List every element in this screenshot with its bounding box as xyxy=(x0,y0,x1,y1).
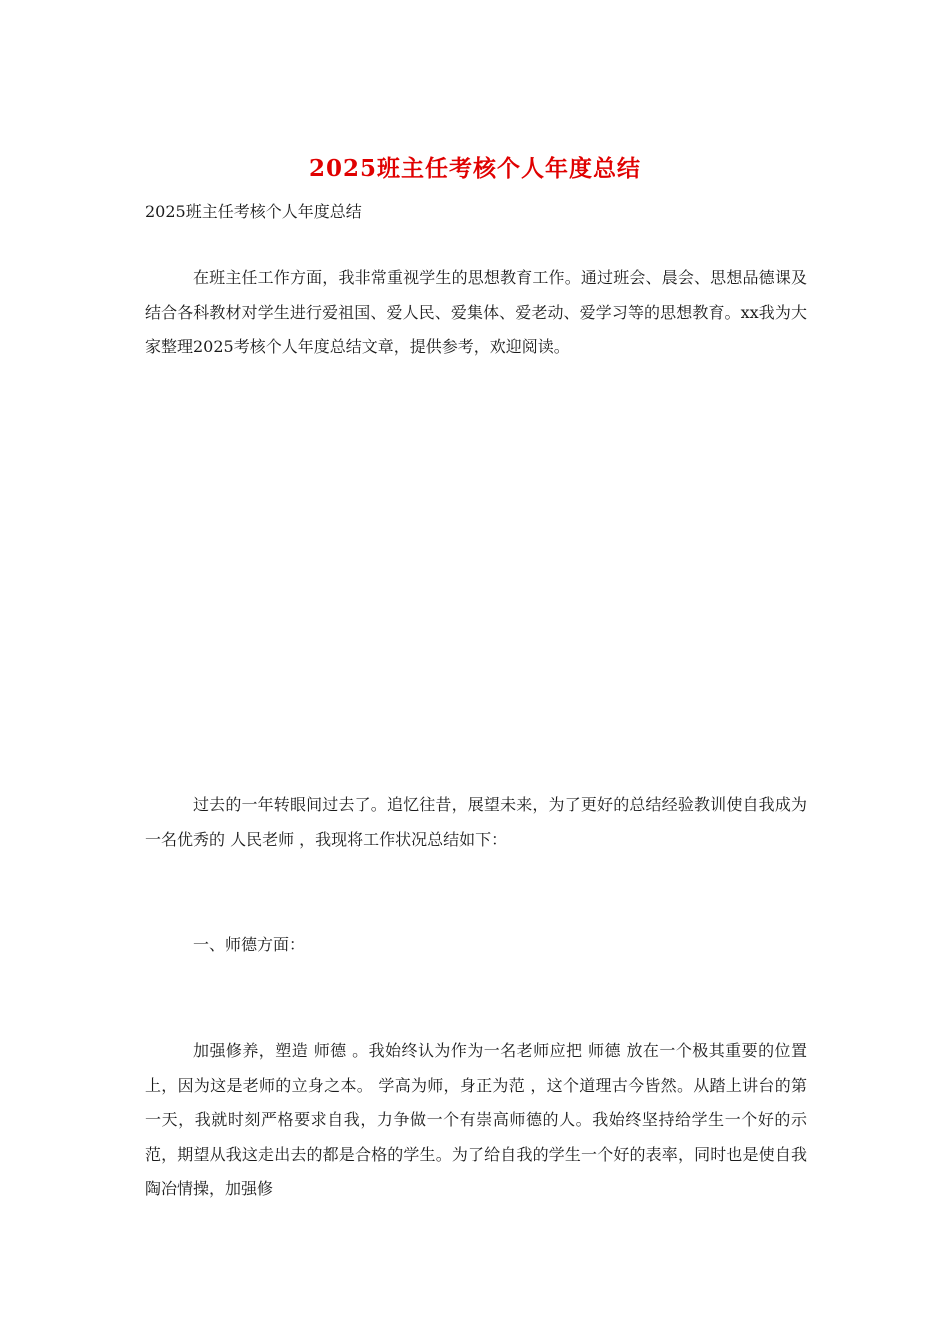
paragraph-ethics: 加强修养，塑造 师德 。我始终认为作为一名老师应把 师德 放在一个极其重要的位置上，因为这是老师的立身之本。 学高为师，身正为范 ，这个道理古今皆然。从踏上讲台的第一天，我就时刻严格要求自我，力争做一个有崇高师德的人。我始终坚持给学生一个好的示范，期望从我这走出去的都是合格的学生。为了给自我的学生一个好的表率，同时也是使自我陶冶情操，加强修 xyxy=(145,1041,807,1199)
section-heading-ethics: 一、师德方面： xyxy=(193,935,306,954)
paragraph-intro: 在班主任工作方面，我非常重视学生的思想教育工作。通过班会、晨会、思想品德课及结合各科教材对学生进行爱祖国、爱人民、爱集体、爱老动、爱学习等的思想教育。xx我为大家整理2025考核个人年度总结文章，提供参考，欢迎阅读。 xyxy=(145,268,807,357)
document-title: 2025班主任考核个人年度总结 xyxy=(308,155,641,182)
paragraph-overview: 过去的一年转眼间过去了。追忆往昔，展望未来，为了更好的总结经验教训使自我成为一名优秀的 人民老师 ，我现将工作状况总结如下： xyxy=(145,795,807,849)
document-subtitle: 2025班主任考核个人年度总结 xyxy=(145,202,362,221)
